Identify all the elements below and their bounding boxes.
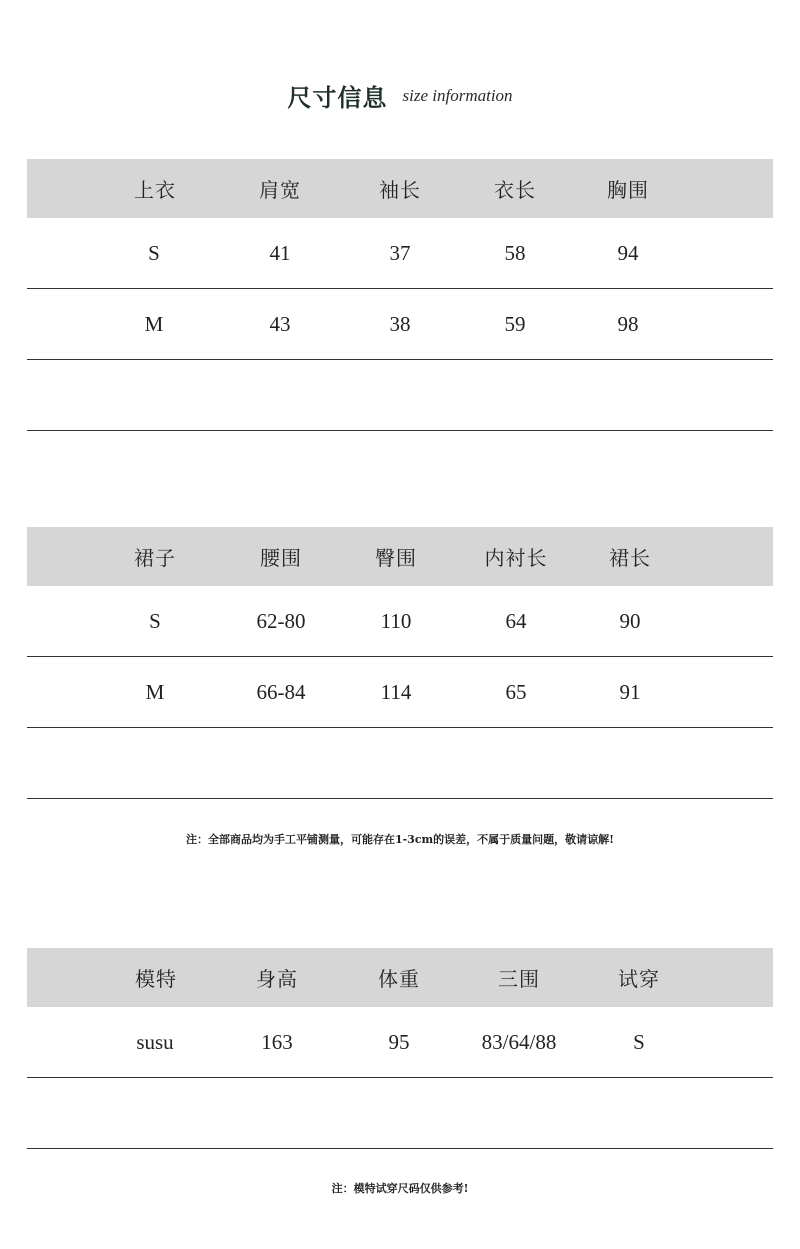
- header-cell-top: 上衣: [134, 178, 176, 202]
- table-cell: S: [149, 608, 161, 633]
- header-cell-waist: 腰围: [260, 546, 302, 570]
- table-row: [27, 218, 773, 289]
- header-cell-length: 衣长: [494, 178, 536, 202]
- table-row: [27, 657, 773, 728]
- table-cell: 37: [389, 240, 411, 265]
- header-cell-measurements: 三围: [498, 967, 540, 991]
- table-row-empty: [27, 360, 773, 431]
- table-cell: 38: [389, 311, 411, 336]
- table-cell: S: [633, 1029, 645, 1054]
- skirt-size-table: [27, 527, 773, 799]
- table-header: [27, 948, 773, 1007]
- table-cell: 95: [388, 1029, 410, 1054]
- table-cell: 43: [269, 311, 291, 336]
- table-cell: 163: [261, 1029, 293, 1054]
- header-cell-height: 身高: [256, 967, 298, 991]
- table-cell: 58: [504, 240, 526, 265]
- table-cell: 94: [617, 240, 639, 265]
- table-cell: 90: [619, 608, 641, 633]
- title-chinese: 尺寸信息: [287, 83, 388, 112]
- table-row: [27, 586, 773, 657]
- table-cell: S: [148, 240, 160, 265]
- table-cell: 91: [619, 679, 641, 704]
- table-row-empty: [27, 728, 773, 799]
- model-info-table: [27, 948, 773, 1149]
- measurement-note: 注：全部商品均为手工平铺测量，可能存在1-3cm的误差，不属于质量问题，敬请谅解!: [185, 833, 615, 846]
- table-cell: 98: [617, 311, 639, 336]
- header-cell-sleeve: 袖长: [379, 178, 421, 202]
- table-cell: 62-80: [256, 608, 306, 633]
- table-cell: M: [145, 679, 165, 704]
- table-row-empty: [27, 1078, 773, 1149]
- header-cell-lining: 内衬长: [484, 546, 548, 570]
- table-cell: 83/64/88: [481, 1029, 557, 1054]
- page-title: [0, 78, 800, 113]
- header-cell-tried-size: 试穿: [618, 967, 660, 991]
- table-cell: 41: [269, 240, 291, 265]
- header-cell-chest: 胸围: [607, 178, 649, 202]
- table-cell: M: [144, 311, 164, 336]
- table-cell: 64: [505, 608, 527, 633]
- table-row: [27, 1007, 773, 1078]
- header-cell-hip: 臀围: [375, 546, 417, 570]
- table-cell: 65: [505, 679, 527, 704]
- table-cell: susu: [136, 1029, 174, 1054]
- header-cell-skirt-length: 裙长: [609, 546, 651, 570]
- table-header: [27, 159, 773, 218]
- top-size-table: [27, 159, 773, 431]
- table-cell: 66-84: [256, 679, 306, 704]
- table-header: [27, 527, 773, 586]
- table-cell: 114: [380, 679, 412, 704]
- table-row: [27, 289, 773, 360]
- header-cell-shoulder: 肩宽: [259, 178, 301, 202]
- table-cell: 110: [380, 608, 412, 633]
- model-note: 注：模特试穿尺码仅供参考!: [331, 1182, 469, 1195]
- header-cell-weight: 体重: [378, 967, 420, 991]
- header-cell-model: 模特: [135, 967, 177, 991]
- table-cell: 59: [504, 311, 526, 336]
- header-cell-skirt: 裙子: [134, 546, 176, 570]
- title-english: size information: [402, 85, 513, 105]
